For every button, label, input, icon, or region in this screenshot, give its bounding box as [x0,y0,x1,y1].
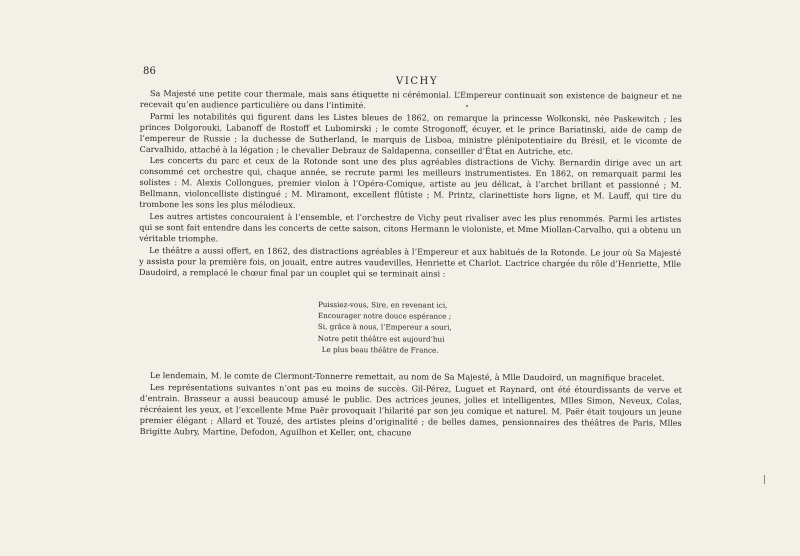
paragraph: Les concerts du parc et ceux de la Rotonde sont une des plus agréables distractions de Vichy. Bernardin dirige avec un art consommé cet orchestre qui, chaque année, se recrute parmi les meilleurs instrumentistes. En 1862, on remarquait parmi les solistes : M. Alexis Collongues, premier violon à l’Opéra-Comique, artiste au jeu délicat, à l’archet brillant et passionné ; M. Bellmann, violoncelliste distingué ; M. Miramont, excellent flûtiste ; M. Printz, clarinettiste hors ligne, et M. Lauff, qui tire du trombone les sons les plus mélodieux. [139,155,682,210]
page-number: 86 [143,66,157,77]
verse-line: Notre petit théâtre est aujourd’hui [317,333,445,344]
verse-line: Le plus beau théâtre de France. [321,344,439,355]
running-head: VICHY [396,76,439,87]
verse-line: Encourager notre douce espérance ; [317,311,452,321]
paragraph: Les autres artistes concouraient à l’ensemble, et l’orchestre de Vichy peut rivaliser avec les plus renommés. Parmi les artistes qui se sont fait entendre dans les concerts de cette saison, citons Hermann le violoniste, et Mme Miollan-Carvalho, qui a obtenu un véritable triomphe. [139,211,682,244]
paragraph: Parmi les notabilités qui figurent dans les Listes bleues de 1862, on remarque la princesse Wolkonski, née Paskewitch ; les princes Dolgorouki, Labanoff de Rostoff et Lubomirski ; le comte Strogonoff, écuyer, et le prince Bariatinski, aide de camp de l’empereur de Russie ; la duchesse de Sutherland, le marquis de Lisboa, ministre plénipotentiaire du Brésil, et le vicomte de Carvalhido, attaché à la légation ; le chevalier Debrauz de Saldapenna, conseiller d’État en Autriche, etc. [139,110,682,156]
paragraph: Sa Majesté une petite cour thermale, mais sans étiquette ni cérémonial. L’Empereur continuait son existence de baigneur et ne recevait qu’en audience particulière ou dans l’intimité. [139,88,682,111]
paragraph: Les représentations suivantes n’ont pas eu moins de succès. Gil-Pérez, Luguet et Raynard, ont été étourdissants de verve et d’entrain. Brasseur a aussi beaucoup amusé le public. Des actrices jeunes, jolies et intelligentes, Mlles Simon, Neveux, Colas, récréaient les yeux, et l’excellente Mme Paër provoquait l’hilarité par son jeu comique et naturel. M. Paër était toujours un jeune premier élégant ; Allard et Touzé, des artistes pleins d’originalité ; de belles dames, pensionnaires des théâtres de Paris, Mlles Brigitte Aubry, Martine, Defodon, Aguilhon et Keller, ont, chacune [139,381,682,437]
body-text-after-verse [140,370,682,439]
paragraph: Le théâtre a aussi offert, en 1862, des distractions agréables à l’Empereur et aux habitués de la Rotonde. Le jour où Sa Majesté y assista pour la première fois, on jouait, entre autres vaudevilles, Henriette et Charlot. L’actrice chargée du rôle d’Henriette, Mlle Daudoird, a remplacé le chœur final par un couplet qui se terminait ainsi : [139,244,682,279]
body-text-before-verse [139,88,682,280]
verse-line: Puissiez-vous, Sire, en revenant ici, [317,300,448,310]
margin-mark [764,475,765,484]
verse-line: Si, grâce à nous, l’Empereur a souri, [317,322,452,333]
paragraph: Le lendemain, M. le comte de Clermont-Tonnerre remettait, au nom de Sa Majesté, à Mlle Daudoird, un magnifique bracelet. [149,370,665,383]
verse-couplet [318,299,508,356]
